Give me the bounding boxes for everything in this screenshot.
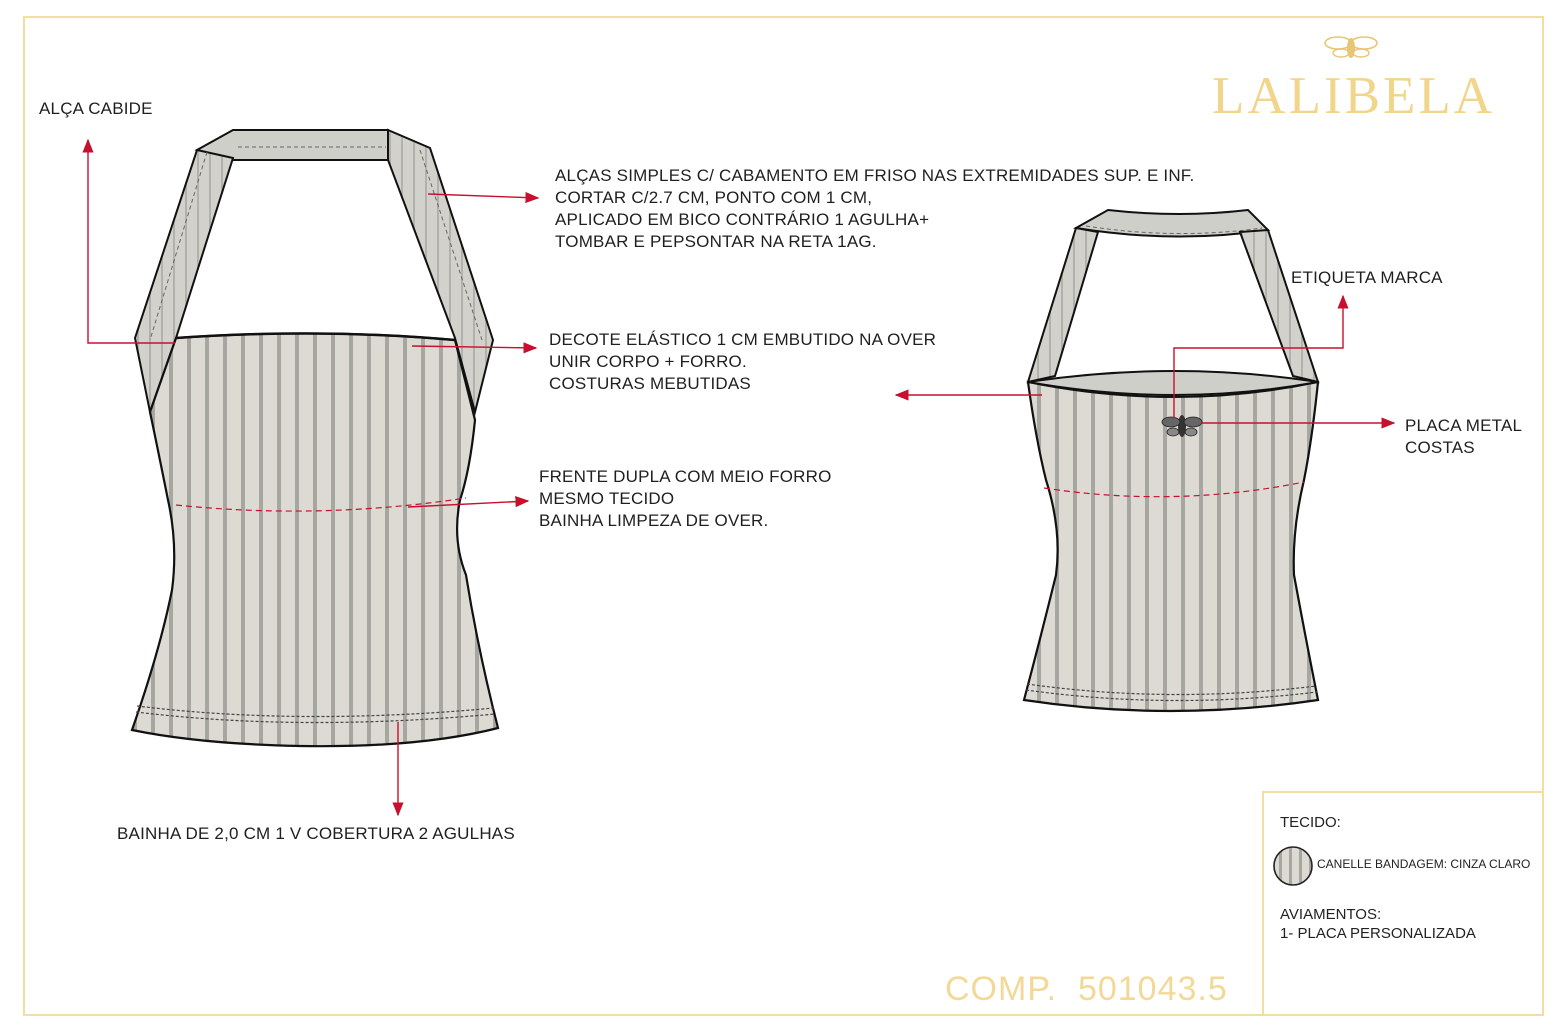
label-decote-line3: COSTURAS MEBUTIDAS	[549, 374, 751, 393]
reference-code: COMP. 501043.5	[945, 970, 1228, 1008]
bee-plate-icon	[1162, 415, 1202, 437]
label-decote-line1: DECOTE ELÁSTICO 1 CM EMBUTIDO NA OVER	[549, 330, 937, 349]
aviamentos-title: AVIAMENTOS:	[1280, 906, 1382, 923]
back-garment	[1024, 210, 1318, 711]
label-alcas-line1: ALÇAS SIMPLES C/ CABAMENTO EM FRISO NAS EXTREMIDADES SUP. E INF.	[555, 166, 1195, 185]
label-etiqueta: ETIQUETA MARCA	[1291, 268, 1443, 287]
back-right-strap	[1240, 230, 1318, 382]
logo-bee-icon	[1325, 37, 1377, 58]
tecido-value: CANELLE BANDAGEM: CINZA CLARO	[1317, 857, 1531, 871]
brand-logo: LALIBELA	[1212, 67, 1496, 125]
front-body	[132, 333, 498, 746]
label-placa-line2: COSTAS	[1405, 438, 1475, 457]
label-bainha: BAINHA DE 2,0 CM 1 V COBERTURA 2 AGULHAS	[117, 824, 515, 843]
label-alcas-line3: APLICADO EM BICO CONTRÁRIO 1 AGULHA+	[555, 210, 930, 229]
tecido-title: TECIDO:	[1280, 814, 1341, 831]
label-frente-line2: MESMO TECIDO	[539, 489, 675, 508]
back-left-strap	[1028, 228, 1098, 382]
label-alca-cabide: ALÇA CABIDE	[39, 99, 153, 118]
label-placa-line1: PLACA METAL	[1405, 416, 1523, 435]
label-decote-line2: UNIR CORPO + FORRO.	[549, 352, 747, 371]
label-frente-line1: FRENTE DUPLA COM MEIO FORRO	[539, 467, 832, 486]
label-frente-line3: BAINHA LIMPEZA DE OVER.	[539, 511, 769, 530]
label-alcas-line2: CORTAR C/2.7 CM, PONTO COM 1 CM,	[555, 188, 873, 207]
label-alcas-line4: TOMBAR E PEPSONTAR NA RETA 1AG.	[555, 232, 877, 251]
front-garment	[132, 130, 498, 746]
aviamentos-value: 1- PLACA PERSONALIZADA	[1280, 925, 1476, 942]
